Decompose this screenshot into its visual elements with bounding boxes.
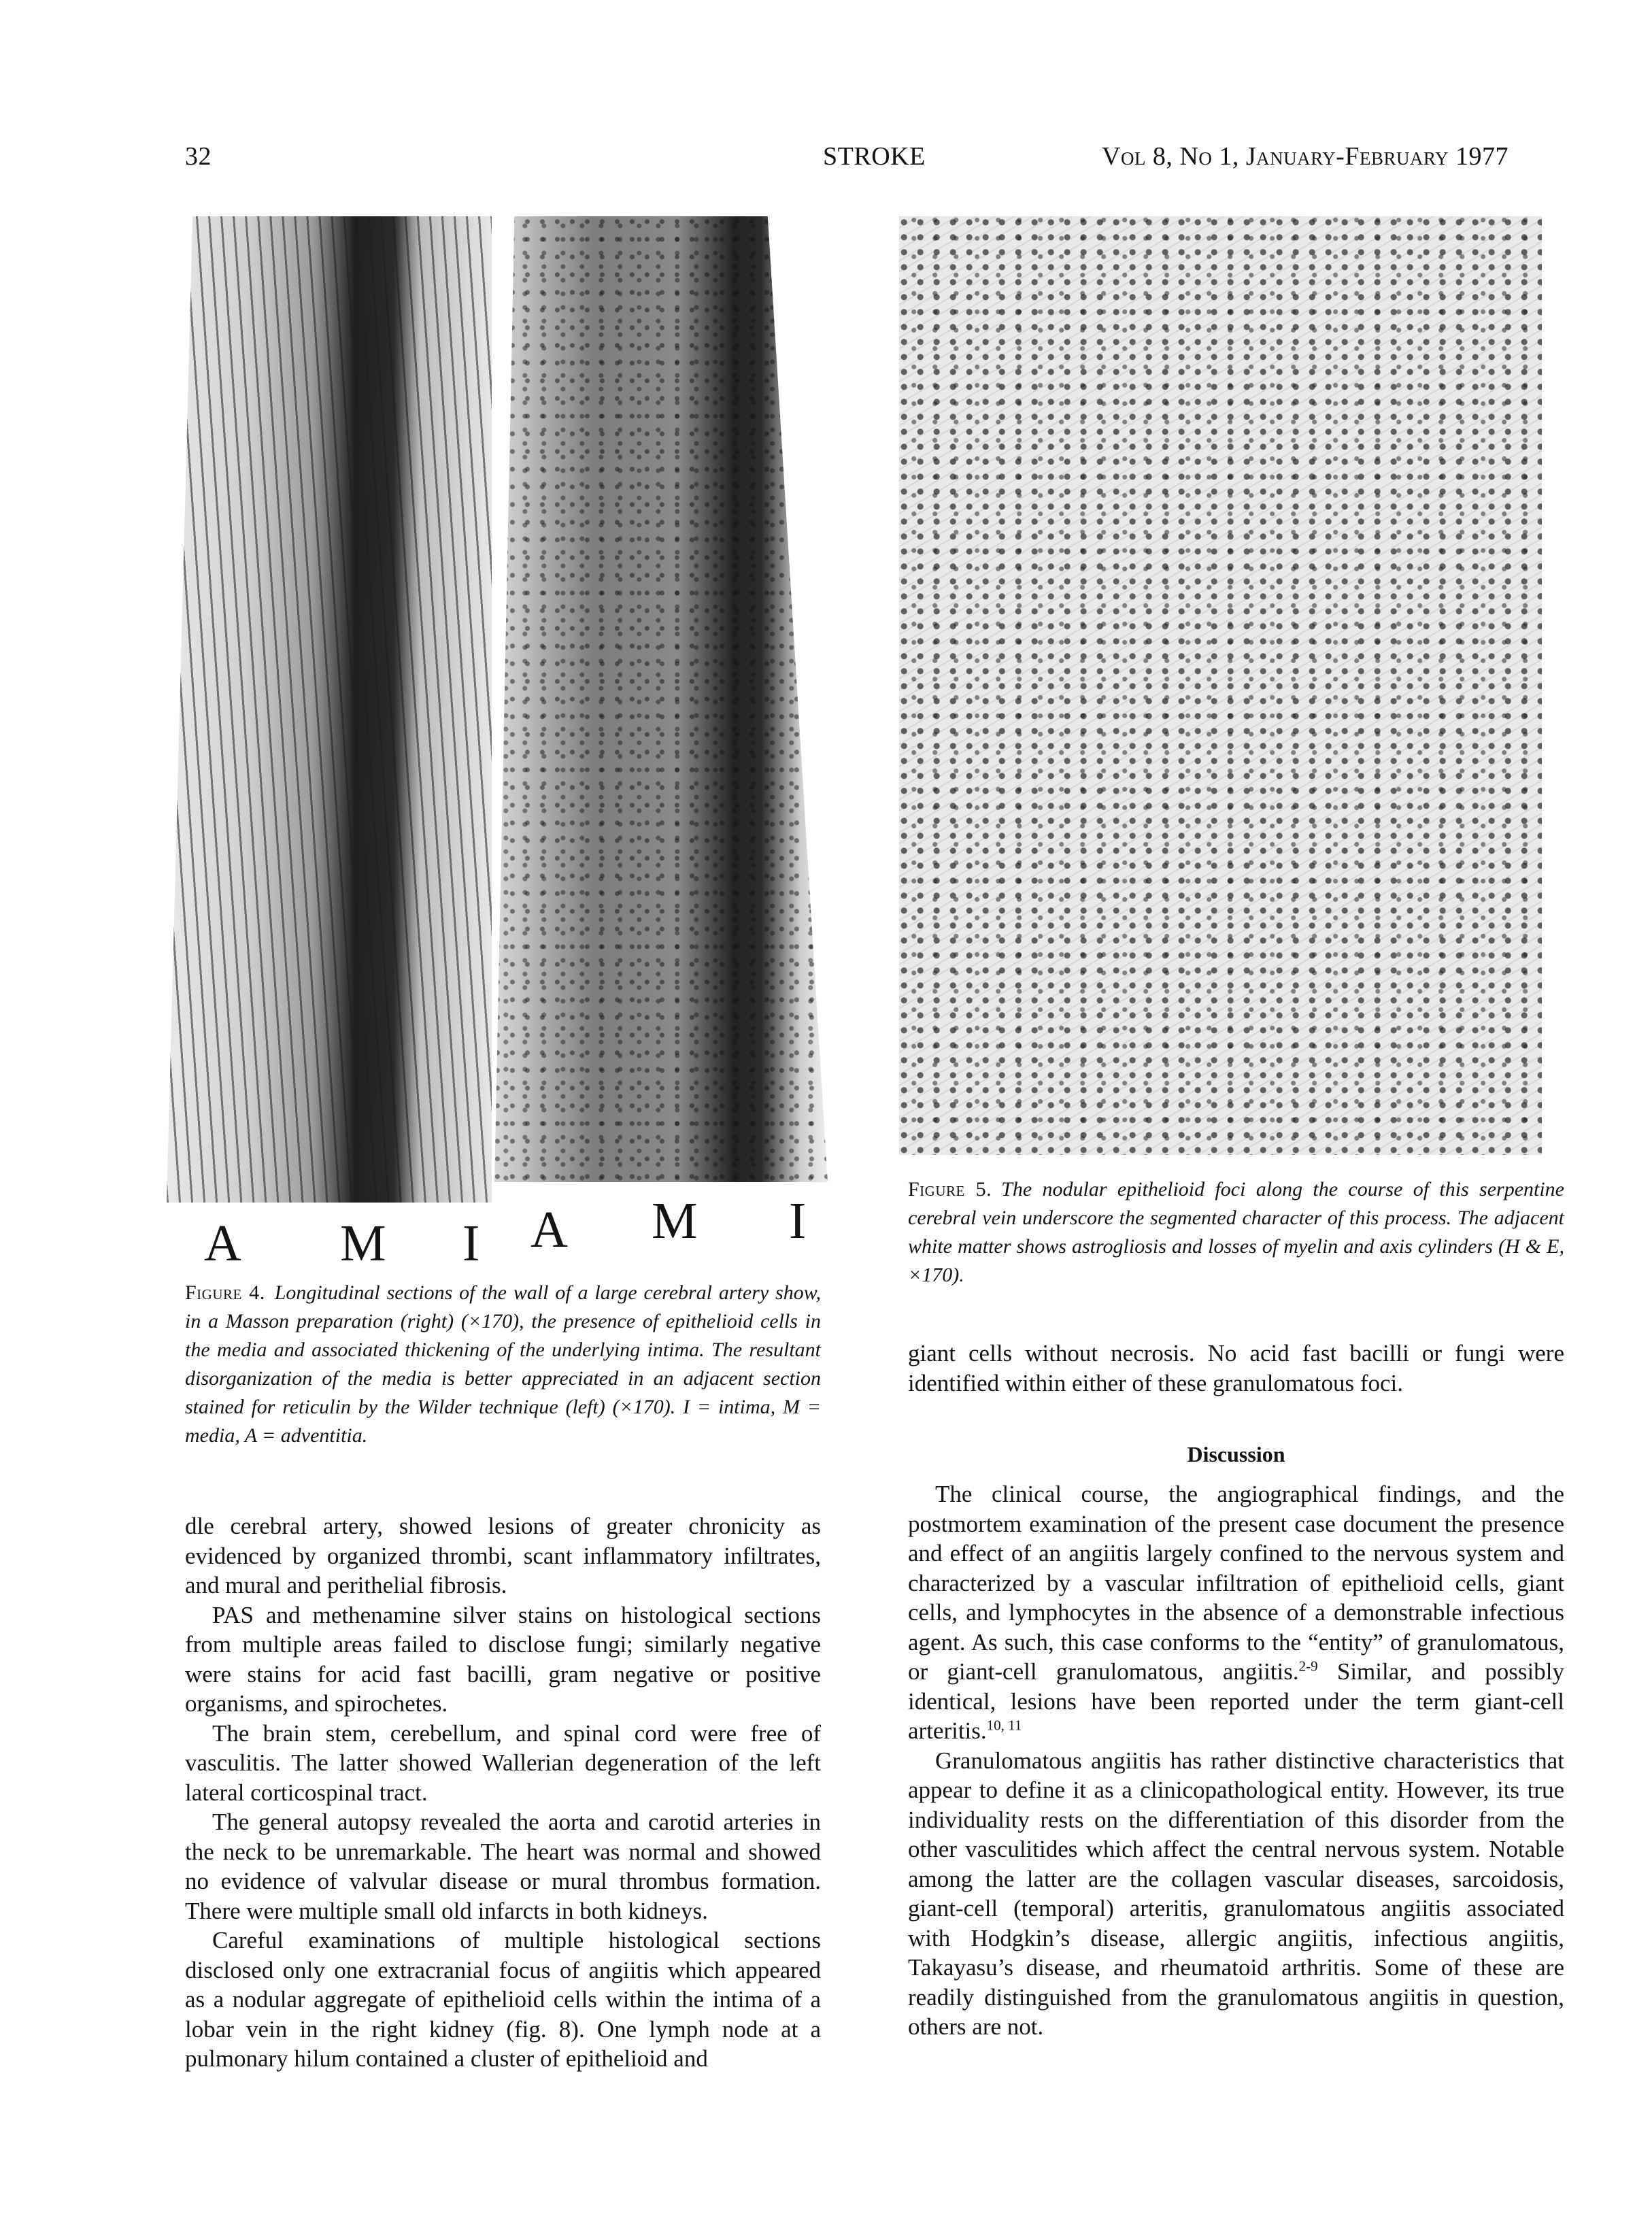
citation-ref: 2-9 (1298, 1658, 1318, 1675)
figure-4-caption-text: Longitudinal sections of the wall of a large cerebral artery show, in a Masson preparation (right) (×170), the presence of epithelioid cells in the media and associated thickening of the underlying intima. The resultant disorganization of the media is better appreciated in an adjacent section stained for reticulin by the Wilder technique (left) (×170). I = intima, M = media, A = adventitia. (185, 1281, 822, 1447)
figure-4-caption (185, 1279, 821, 1450)
paragraph: PAS and methenamine silver stains on histological sections from multiple areas failed to disclose fungi; similarly negative were stains for acid fast bacilli, gram negative or positive organisms, and spirochetes. (185, 1601, 821, 1717)
journal-title: STROKE (823, 142, 926, 171)
citation-ref: 10, 11 (986, 1717, 1022, 1734)
figure-4-label-media-left: M (340, 1215, 386, 1272)
page-number: 32 (185, 142, 212, 171)
figure-4-label-media-right: M (652, 1192, 698, 1249)
paragraph (908, 1479, 1564, 1746)
paragraph: The brain stem, cerebellum, and spinal cord were free of vasculitis. The latter showed Wallerian degeneration of the left lateral corticospinal tract. (185, 1719, 821, 1806)
figure-4-label-adventitia-right: A (530, 1201, 568, 1258)
paragraph: Granulomatous angiitis has rather distinctive characteristics that appear to define it as a clinicopathological entity. However, its true individuality rests on the differentiation of this disorder from the other vasculitides which affect the central nervous system. Notable among the latter are the collagen vascular diseases, sarcoidosis, giant-cell (temporal) arteritis, granulomatous angiitis associated with Hodgkin’s disease, allergic angiitis, infectious angiitis, Takayasu’s disease, and rheumatoid arthritis. Some of these are readily distinguished from the granulomatous angiitis in question, others are not. (908, 1747, 1564, 2040)
issue-info: Vol 8, No 1, January-February 1977 (1102, 142, 1508, 171)
figure-5-caption-tag: Figure 5. (908, 1178, 992, 1201)
left-column-text (185, 1511, 821, 2074)
right-column-text (908, 1479, 1564, 2042)
figure-4-micrograph (167, 216, 830, 1203)
figure-5-caption-text: The nodular epithelioid foci along the course of this serpentine cerebral vein underscore the segmented character of this process. The adjacent white matter shows astrogliosis and losses of myelin and axis cylinders (H & E, ×170). (908, 1178, 1564, 1286)
right-column-continuation (908, 1339, 1564, 1398)
paragraph: Careful examinations of multiple histological sections disclosed only one extracranial focus of angiitis which appeared as a nodular aggregate of epithelioid cells within the intima of a lobar vein in the right kidney (fig. 8). One lymph node at a pulmonary hilum contained a cluster of epithelioid and (185, 1927, 821, 2072)
discussion-para1-cont: Similar, and possibly identical, lesions have been reported under the term giant-cell arteritis. (908, 1658, 1564, 1744)
paragraph: The general autopsy revealed the aorta and carotid arteries in the neck to be unremarkable. The heart was normal and showed no evidence of valvular disease or mural thrombus formation. There were multiple small old infarcts in both kidneys. (185, 1809, 821, 1924)
figure-4-right-panel (494, 216, 828, 1182)
figure-4-caption-tag: Figure 4. (185, 1281, 265, 1304)
figure-5-micrograph (899, 216, 1542, 1155)
paragraph: dle cerebral artery, showed lesions of greater chronicity as evidenced by organized thrombi, scant inflammatory infiltrates, and mural and perithelial fibrosis. (185, 1513, 821, 1598)
figure-4-left-panel (167, 216, 492, 1203)
figure-4-label-adventitia-left: A (204, 1215, 241, 1272)
discussion-para1: The clinical course, the angiographical findings, and the postmortem examination of the present case document the presence and effect of an angiitis largely confined to the nervous system and characterized by a vascular infiltration of epithelioid cells, giant cells, and lymphocytes in the absence of a demonstrable infectious agent. As such, this case conforms to the “entity” of granulomatous, or giant-cell granulomatous, angiitis. (908, 1481, 1564, 1685)
section-heading-discussion: Discussion (1187, 1442, 1285, 1466)
figure-4-label-intima-left: I (462, 1215, 480, 1272)
figure-4-label-intima-right: I (789, 1192, 807, 1249)
figure-5-caption (908, 1175, 1564, 1290)
paragraph: giant cells without necrosis. No acid fast bacilli or fungi were identified within either of these granulomatous foci. (908, 1340, 1564, 1396)
